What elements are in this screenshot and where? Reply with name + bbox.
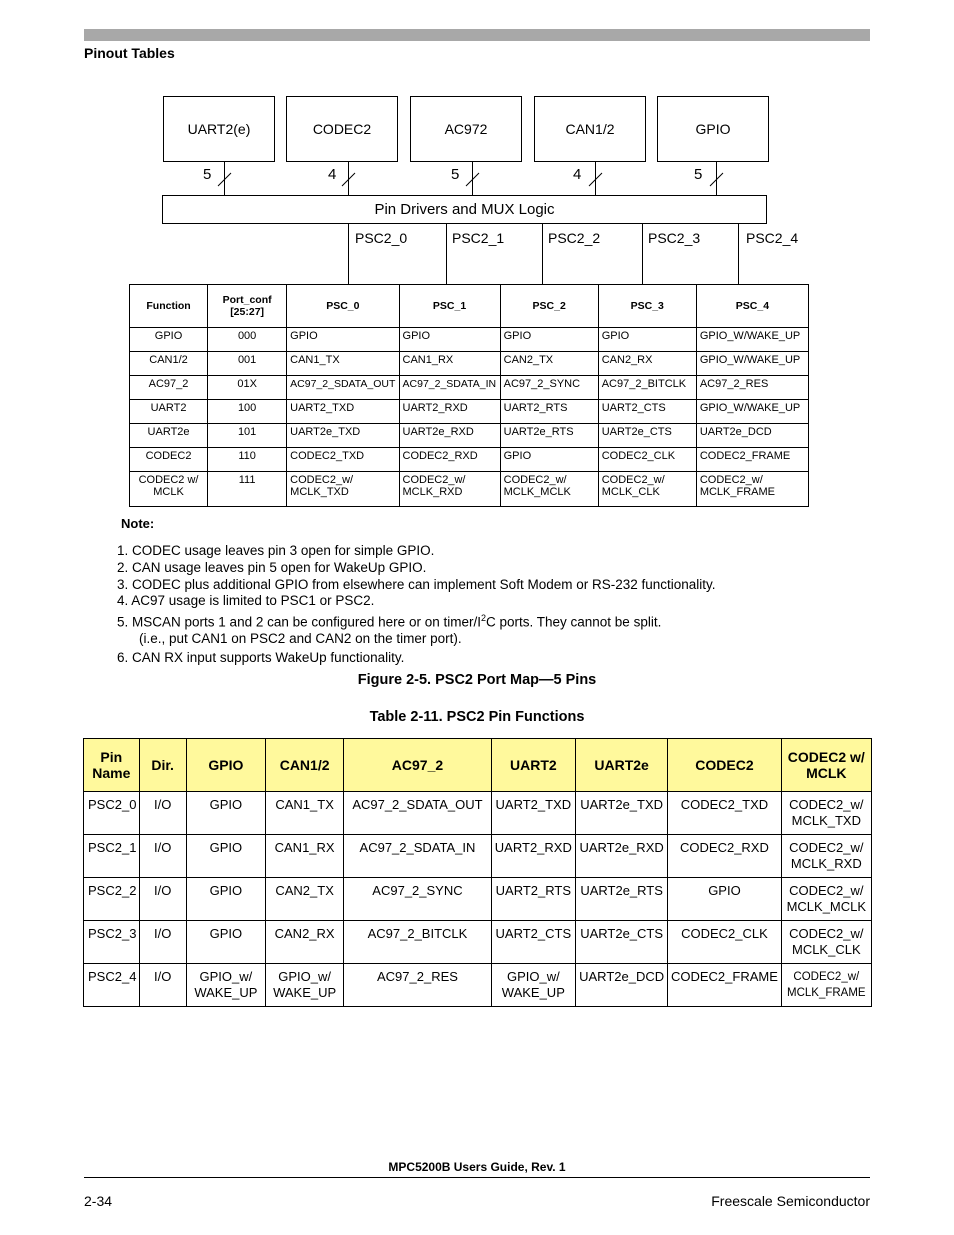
- note-item: [117, 577, 837, 594]
- table-cell: AC97_2_SDATA_OUT: [287, 376, 399, 400]
- table-cell: CODEC2_w/ MCLK_FRAME: [696, 472, 808, 507]
- note-text: AC97 usage is limited to PSC1 or PSC2.: [131, 593, 375, 609]
- table-cell: AC97_2_RES: [696, 376, 808, 400]
- table-cell: GPIO: [500, 328, 598, 352]
- table-cell: UART2_TXD: [287, 400, 399, 424]
- table-cell: GPIO: [130, 328, 208, 352]
- table-cell: UART2e_CTS: [598, 424, 696, 448]
- table-row: [84, 878, 872, 921]
- table-cell: GPIO: [186, 921, 265, 964]
- table-cell: CODEC2_FRAME: [696, 448, 808, 472]
- table-cell: CODEC2_w/ MCLK_RXD: [399, 472, 500, 507]
- table-cell: UART2_RXD: [491, 835, 575, 878]
- table-cell: 111: [208, 472, 287, 507]
- table-cell: UART2e_RTS: [500, 424, 598, 448]
- psc-line: [348, 224, 349, 284]
- note-item: [117, 593, 837, 610]
- table-cell: UART2e_RTS: [575, 878, 667, 921]
- table-cell: UART2e_TXD: [287, 424, 399, 448]
- table-cell: UART2_RTS: [491, 878, 575, 921]
- table-row: [84, 835, 872, 878]
- column-header: AC97_2: [344, 739, 491, 792]
- column-header: PSC_3: [598, 285, 696, 328]
- table-cell: PSC2_3: [84, 921, 140, 964]
- table-cell: CODEC2_w/ MCLK_CLK: [598, 472, 696, 507]
- table-cell: CAN2_TX: [265, 878, 343, 921]
- table-cell: CODEC2_w/ MCLK_TXD: [781, 792, 871, 835]
- column-header: GPIO: [186, 739, 265, 792]
- module-box-gpio: GPIO: [657, 96, 769, 162]
- table-cell: GPIO_w/ WAKE_UP: [265, 964, 343, 1007]
- table-cell: I/O: [139, 792, 186, 835]
- table-cell: 01X: [208, 376, 287, 400]
- table-cell: AC97_2: [130, 376, 208, 400]
- bus-width-label: 4: [573, 166, 582, 183]
- psc-port-label: PSC2_2: [548, 230, 601, 246]
- table-cell: CODEC2 w/ MCLK: [130, 472, 208, 507]
- table-cell: UART2e_DCD: [696, 424, 808, 448]
- column-header: UART2: [491, 739, 575, 792]
- table-cell: GPIO_W/WAKE_UP: [696, 328, 808, 352]
- table-cell: 001: [208, 352, 287, 376]
- table-cell: CAN1/2: [130, 352, 208, 376]
- note-number: 6.: [117, 650, 129, 666]
- table-cell: PSC2_0: [84, 792, 140, 835]
- table-cell: GPIO: [186, 835, 265, 878]
- table-cell: CODEC2_w/ MCLK_MCLK: [500, 472, 598, 507]
- table-cell: UART2_RXD: [399, 400, 500, 424]
- table-cell: GPIO: [399, 328, 500, 352]
- column-header: Function: [130, 285, 208, 328]
- table-cell: AC97_2_SYNC: [344, 878, 491, 921]
- table-row: [130, 328, 809, 352]
- table-cell: AC97_2_RES: [344, 964, 491, 1007]
- table-cell: AC97_2_SDATA_OUT: [344, 792, 491, 835]
- table-cell: GPIO: [668, 878, 781, 921]
- note-text: CAN RX input supports WakeUp functionality.: [132, 650, 405, 666]
- table-cell: UART2e_RXD: [575, 835, 667, 878]
- note-number: 1.: [117, 543, 129, 558]
- bus-width-label: 4: [328, 166, 337, 183]
- note-text: CODEC usage leaves pin 3 open for simple GPIO.: [132, 543, 435, 558]
- bus-width-label: 5: [451, 166, 460, 183]
- table-cell: CODEC2_TXD: [668, 792, 781, 835]
- table-cell: PSC2_1: [84, 835, 140, 878]
- table-cell: I/O: [139, 921, 186, 964]
- note-number: 3.: [117, 576, 129, 592]
- table-cell: CODEC2_w/ MCLK_MCLK: [781, 878, 871, 921]
- table-cell: PSC2_4: [84, 964, 140, 1007]
- note-item: [117, 631, 837, 648]
- table-cell: CODEC2_TXD: [287, 448, 399, 472]
- column-header: Dir.: [139, 739, 186, 792]
- table-cell: CODEC2_w/ MCLK_FRAME: [781, 964, 871, 1007]
- column-header: PSC_4: [696, 285, 808, 328]
- column-header: UART2e: [575, 739, 667, 792]
- table-cell: CODEC2_FRAME: [668, 964, 781, 1007]
- note-item: [117, 650, 837, 667]
- table-cell: UART2e_DCD: [575, 964, 667, 1007]
- psc-port-label: PSC2_1: [452, 230, 505, 246]
- table-cell: GPIO: [186, 878, 265, 921]
- table-cell: I/O: [139, 964, 186, 1007]
- column-header: PSC_1: [399, 285, 500, 328]
- table-cell: GPIO_W/WAKE_UP: [696, 400, 808, 424]
- table-cell: PSC2_2: [84, 878, 140, 921]
- note-text: (i.e., put CAN1 on PSC2 and CAN2 on the timer port).: [139, 631, 462, 647]
- notes-list: [117, 543, 837, 667]
- bus-width-label: 5: [203, 166, 212, 183]
- table-cell: UART2e_CTS: [575, 921, 667, 964]
- footer-title: MPC5200B Users Guide, Rev. 1: [388, 1160, 566, 1174]
- note-number: 5.: [117, 614, 129, 630]
- psc-line: [738, 224, 739, 284]
- module-box-ac97: AC972: [410, 96, 522, 162]
- column-header: CODEC2 w/ MCLK: [781, 739, 871, 792]
- psc-port-label: PSC2_4: [746, 230, 799, 246]
- column-header: Pin Name: [84, 739, 140, 792]
- table-row: [130, 352, 809, 376]
- table-cell: UART2_CTS: [598, 400, 696, 424]
- table-cell: CAN2_TX: [500, 352, 598, 376]
- table-cell: 000: [208, 328, 287, 352]
- mux-logic-box: Pin Drivers and MUX Logic: [162, 195, 767, 224]
- table-cell: GPIO_w/ WAKE_UP: [186, 964, 265, 1007]
- table-cell: I/O: [139, 878, 186, 921]
- table-cell: UART2e: [130, 424, 208, 448]
- psc-line: [446, 224, 447, 284]
- table-cell: GPIO: [186, 792, 265, 835]
- note-item: [117, 560, 837, 577]
- table-row: [130, 376, 809, 400]
- table-cell: CAN1_TX: [287, 352, 399, 376]
- figure-caption: Figure 2-5. PSC2 Port Map—5 Pins: [357, 672, 597, 688]
- column-header: PSC_2: [500, 285, 598, 328]
- table-cell: GPIO_W/WAKE_UP: [696, 352, 808, 376]
- footer-company: Freescale Semiconductor: [711, 1193, 870, 1209]
- table-cell: UART2e_TXD: [575, 792, 667, 835]
- table-cell: UART2_RTS: [500, 400, 598, 424]
- table-cell: UART2e_RXD: [399, 424, 500, 448]
- psc-port-label: PSC2_0: [355, 230, 408, 246]
- bus-width-label: 5: [694, 166, 703, 183]
- note-text: CAN usage leaves pin 5 open for WakeUp GPIO.: [132, 559, 427, 575]
- table-cell: CAN1_RX: [399, 352, 500, 376]
- note-text: MSCAN ports 1 and 2 can be configured here or on timer/I: [132, 614, 481, 630]
- table-cell: CODEC2_RXD: [668, 835, 781, 878]
- table-cell: GPIO_w/ WAKE_UP: [491, 964, 575, 1007]
- table-cell: GPIO: [500, 448, 598, 472]
- column-header: CODEC2: [668, 739, 781, 792]
- module-box-can: CAN1/2: [534, 96, 646, 162]
- column-header: Port_conf [25:27]: [208, 285, 287, 328]
- note-text: C ports. They cannot be split.: [485, 614, 662, 630]
- section-title: Pinout Tables: [84, 45, 175, 61]
- table-row: [130, 400, 809, 424]
- psc-line: [642, 224, 643, 284]
- table-cell: UART2_CTS: [491, 921, 575, 964]
- table-cell: UART2_TXD: [491, 792, 575, 835]
- table-cell: CODEC2: [130, 448, 208, 472]
- table-cell: CODEC2_w/ MCLK_RXD: [781, 835, 871, 878]
- note-number: 4.: [117, 593, 129, 609]
- table-cell: AC97_2_BITCLK: [598, 376, 696, 400]
- table-cell: CAN2_RX: [265, 921, 343, 964]
- pin-functions-table: [83, 738, 872, 1007]
- table-cell: 101: [208, 424, 287, 448]
- psc-port-label: PSC2_3: [648, 230, 701, 246]
- module-box-codec2: CODEC2: [286, 96, 398, 162]
- table-cell: CODEC2_w/ MCLK_TXD: [287, 472, 399, 507]
- page-number: 2-34: [84, 1193, 113, 1209]
- table-cell: CODEC2_RXD: [399, 448, 500, 472]
- table-cell: CODEC2_CLK: [668, 921, 781, 964]
- module-box-uart2e: UART2(e): [163, 96, 275, 162]
- table-cell: 110: [208, 448, 287, 472]
- column-header: PSC_0: [287, 285, 399, 328]
- footer-divider: [84, 1177, 870, 1178]
- table-cell: GPIO: [598, 328, 696, 352]
- table-cell: I/O: [139, 835, 186, 878]
- column-header: CAN1/2: [265, 739, 343, 792]
- table-cell: GPIO: [287, 328, 399, 352]
- table-cell: AC97_2_BITCLK: [344, 921, 491, 964]
- note-item: [117, 610, 837, 631]
- table-cell: CAN1_RX: [265, 835, 343, 878]
- table-row: [84, 964, 872, 1007]
- table-cell: AC97_2_SDATA_IN: [344, 835, 491, 878]
- table-cell: CODEC2_CLK: [598, 448, 696, 472]
- table-row: [84, 921, 872, 964]
- table-row: [84, 792, 872, 835]
- table-cell: CAN1_TX: [265, 792, 343, 835]
- note-superscript: 2: [480, 613, 486, 624]
- table-row: [130, 448, 809, 472]
- note-text: CODEC plus additional GPIO from elsewhere can implement Soft Modem or RS-232 functionality.: [132, 576, 716, 592]
- table-cell: CAN2_RX: [598, 352, 696, 376]
- table-cell: CODEC2_w/ MCLK_CLK: [781, 921, 871, 964]
- psc-line: [542, 224, 543, 284]
- table-row: [130, 472, 809, 507]
- note-item: [117, 543, 837, 560]
- table-cell: AC97_2_SYNC: [500, 376, 598, 400]
- table-caption: Table 2-11. PSC2 Pin Functions: [369, 709, 585, 725]
- table-cell: UART2: [130, 400, 208, 424]
- table-cell: 100: [208, 400, 287, 424]
- table-cell: AC97_2_SDATA_IN: [399, 376, 500, 400]
- table-row: [130, 424, 809, 448]
- note-number: 2.: [117, 559, 129, 575]
- port-map-table: [129, 284, 809, 507]
- note-label: Note:: [121, 516, 155, 531]
